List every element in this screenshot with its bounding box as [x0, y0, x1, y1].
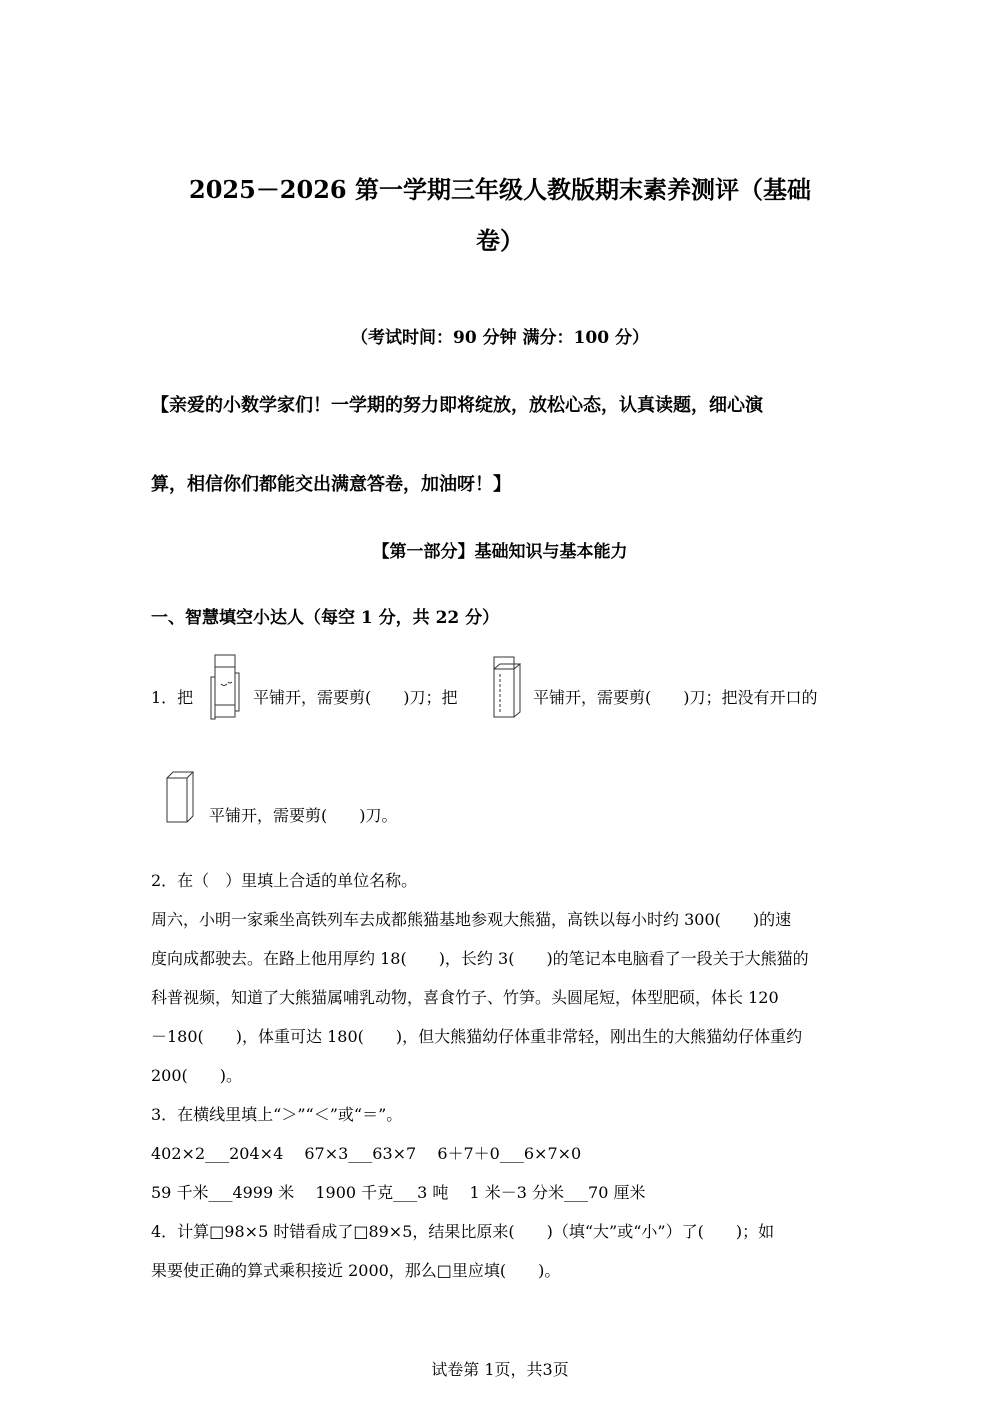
part1-heading: 【第一部分】基础知识与基本能力	[372, 542, 628, 562]
q2-line-3: 科普视频，知道了大熊猫属哺乳动物，喜食竹子、竹笋。头圆尾短，体型肥硕，体长 120	[151, 988, 779, 1007]
open-cuboid-icon	[491, 656, 523, 720]
q3-row-1: 402×2___204×4 67×3___63×7 6＋7＋0___6×7×0	[151, 1144, 582, 1163]
section1-heading: 一、智慧填空小达人（每空 1 分，共 22 分）	[151, 608, 500, 628]
page-footer: 试卷第 1页，共3页	[431, 1360, 569, 1379]
closed-cuboid-icon	[165, 770, 195, 824]
q2-stem: 2．在（ ）里填上合适的单位名称。	[151, 871, 418, 890]
open-box-icon	[210, 654, 240, 720]
document-title-line2: 卷）	[476, 226, 524, 255]
q4-line-2: 果要使正确的算式乘积接近 2000，那么□里应填( )。	[151, 1261, 561, 1280]
document-title-line1: 2025－2026 第一学期三年级人教版期末素养测评（基础	[189, 175, 811, 204]
greeting-line1: 【亲爱的小数学家们！一学期的努力即将绽放，放松心态，认真读题，细心演	[151, 395, 763, 416]
q2-line-5: 200( )。	[151, 1066, 243, 1085]
q1-end: 平铺开，需要剪( )刀。	[209, 806, 398, 825]
q2-line-2: 度向成都驶去。在路上他用厚约 18( )，长约 3( )的笔记本电脑看了一段关于大熊猫的	[151, 949, 809, 968]
exam-info: （考试时间：90 分钟 满分：100 分）	[351, 328, 649, 348]
greeting-line2: 算，相信你们都能交出满意答卷，加油呀！】	[151, 474, 511, 495]
q1-prefix: 1．把	[151, 688, 194, 707]
q1-mid1: 平铺开，需要剪( )刀；把	[253, 688, 458, 707]
q1-mid2: 平铺开，需要剪( )刀；把没有开口的	[533, 688, 818, 707]
q3-row-2: 59 千米___4999 米 1900 千克___3 吨 1 米－3 分米___70 厘米	[151, 1183, 646, 1202]
q3-stem: 3．在横线里填上“＞”“＜”或“＝”。	[151, 1105, 403, 1124]
q4-line-1: 4．计算□98×5 时错看成了□89×5，结果比原来( )（填“大”或“小”）了( )；如	[151, 1222, 775, 1241]
q2-line-4: －180( )，体重可达 180( )，但大熊猫幼仔体重非常轻，刚出生的大熊猫幼仔体重约	[151, 1027, 803, 1046]
q2-line-1: 周六，小明一家乘坐高铁列车去成都熊猫基地参观大熊猫，高铁以每小时约 300( )的速	[151, 910, 792, 929]
